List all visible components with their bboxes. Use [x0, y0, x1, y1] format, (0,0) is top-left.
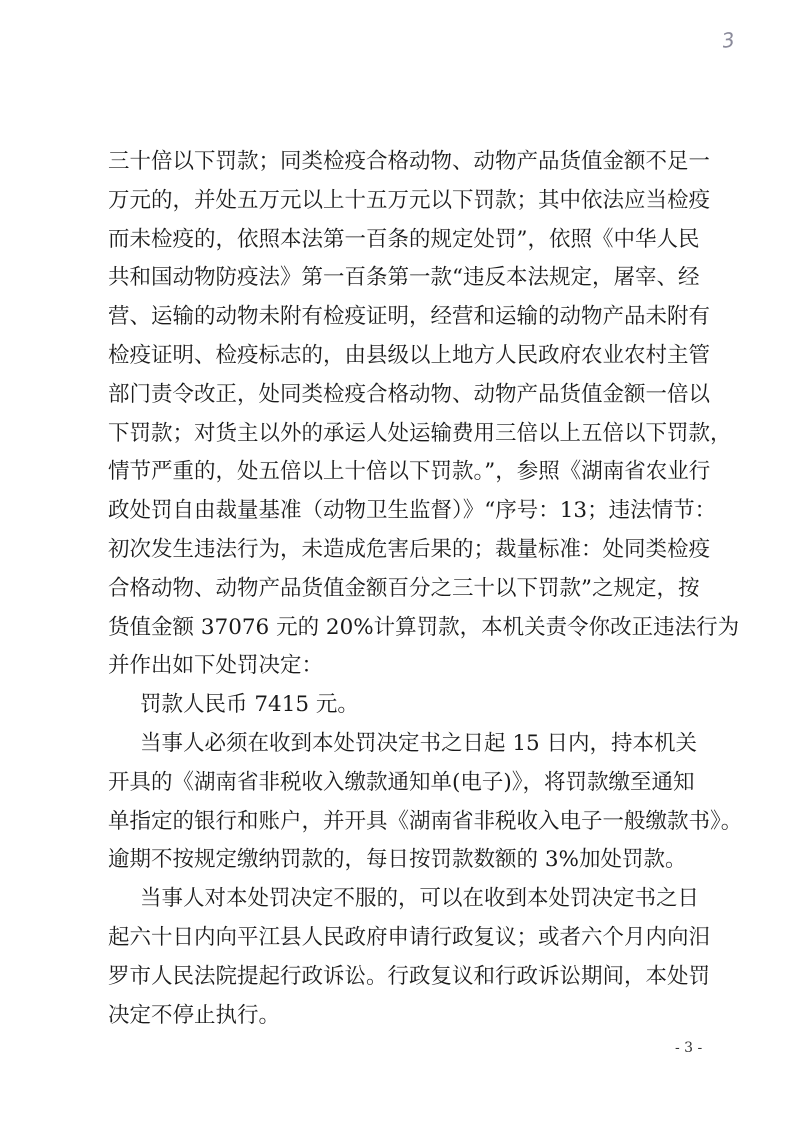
text-line: 并作出如下处罚决定：: [108, 653, 324, 679]
text-line: 营、运输的动物未附有检疫证明，经营和运输的动物产品未附有: [108, 304, 711, 330]
text-line: 罗市人民法院提起行政诉讼。行政复议和行政诉讼期间，本处罚: [108, 963, 711, 989]
text-line: 政处罚自由裁量基准（动物卫生监督）》“序号：13；违法情节：: [108, 498, 717, 524]
text-line: 初次发生违法行为，未造成危害后果的；裁量标准：处同类检疫: [108, 536, 711, 562]
text-line: 决定不停止执行。: [108, 1002, 281, 1028]
text-line: 单指定的银行和账户，并开具《湖南省非税收入电子一般缴款书》。: [108, 808, 743, 834]
page-number: - 3 -: [675, 1040, 703, 1056]
text-line: 合格动物、动物产品货值金额百分之三十以下罚款”之规定，按: [108, 575, 700, 601]
text-line: 起六十日内向平江县人民政府申请行政复议；或者六个月内向汨: [108, 924, 711, 950]
text-line: 部门责令改正，处同类检疫合格动物、动物产品货值金额一倍以: [108, 381, 711, 407]
handwritten-page-mark: 3: [720, 27, 737, 53]
text-line: 罚款人民币 7415 元。: [140, 692, 359, 718]
document-body: [108, 143, 743, 1035]
text-line: 而未检疫的，依照本法第一百条的规定处罚”，依照《中华人民: [108, 226, 700, 252]
text-line: 共和国动物防疫法》第一百条第一款“违反本法规定，屠宰、经: [108, 265, 700, 291]
text-line: 检疫证明、检疫标志的，由县级以上地方人民政府农业农村主管: [108, 342, 711, 368]
text-line: 当事人必须在收到本处罚决定书之日起 15 日内，持本机关: [140, 730, 698, 756]
text-line: 下罚款；对货主以外的承运人处运输费用三倍以上五倍以下罚款，: [108, 420, 732, 446]
text-line: 逾期不按规定缴纳罚款的，每日按罚款数额的 3%加处罚款。: [108, 847, 687, 873]
text-line: 万元的，并处五万元以上十五万元以下罚款；其中依法应当检疫: [108, 187, 711, 213]
text-line: 三十倍以下罚款；同类检疫合格动物、动物产品货值金额不足一: [108, 149, 711, 174]
text-line: 货值金额 37076 元的 20%计算罚款，本机关责令你改正违法行为: [108, 614, 740, 640]
text-line: 情节严重的，处五倍以上十倍以下罚款。”，参照《湖南省农业行: [108, 459, 711, 485]
text-line: 开具的《湖南省非税收入缴款通知单(电子)》，将罚款缴至通知: [108, 769, 695, 795]
text-line: 当事人对本处罚决定不服的，可以在收到本处罚决定书之日: [140, 886, 700, 912]
